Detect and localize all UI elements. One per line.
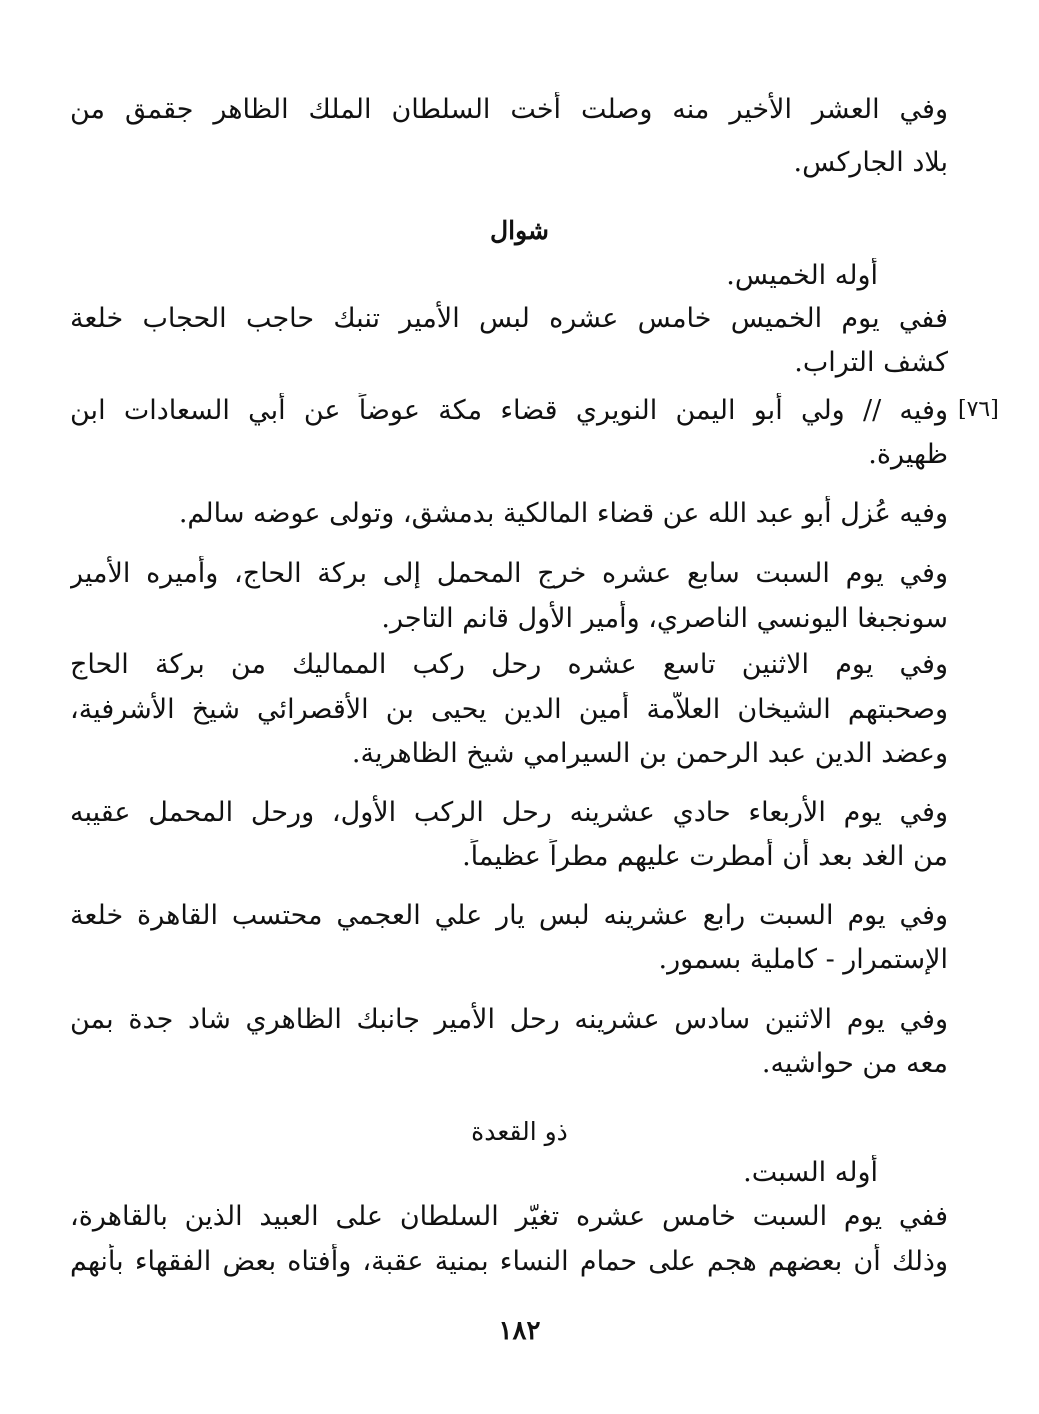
paragraph-line: وفيه عُزل أبو عبد الله عن قضاء المالكية بدمشق، وتولى عوضه سالم.	[178, 498, 948, 529]
paragraph-line: كشف التراب.	[794, 347, 948, 378]
section-heading-dhulqada: ذو القعدة	[471, 1117, 568, 1146]
paragraph-line: معه من حواشيه.	[761, 1048, 948, 1079]
paragraph-line: وذلك أن بعضهم هجم على حمام النساء بمنية عقبة، وأفتاه بعض الفقهاء بأنهم	[70, 1246, 948, 1277]
paragraph-line: وصحبتهم الشيخان العلاّمة أمين الدين يحيى بن الأقصرائي شيخ الأشرفية،	[70, 694, 948, 725]
paragraph-line: وفي يوم الاثنين سادس عشرينه رحل الأمير جانبك الظاهري شاد جدة بمن	[70, 1004, 948, 1035]
paragraph-line: وفي يوم السبت رابع عشرينه لبس يار علي العجمي محتسب القاهرة خلعة	[70, 900, 948, 931]
paragraph-line: ظهيرة.	[868, 439, 948, 470]
paragraph-line: ففي يوم السبت خامس عشره تغيّر السلطان على العبيد الذين بالقاهرة،	[70, 1201, 948, 1232]
page-number: ١٨٢	[498, 1316, 541, 1346]
paragraph-line: أوله السبت.	[743, 1157, 878, 1188]
margin-reference: [٧٦]	[958, 397, 999, 422]
paragraph-line: وفي يوم الأربعاء حادي عشرينه رحل الركب الأول، ورحل المحمل عقيبه	[70, 797, 948, 828]
paragraph-line: وفي يوم الاثنين تاسع عشره رحل ركب المماليك من بركة الحاج	[70, 649, 948, 680]
paragraph-line: وفي العشر الأخير منه وصلت أخت السلطان الملك الظاهر جقمق من	[70, 94, 948, 125]
paragraph-line: الإستمرار - كاملية بسمور.	[658, 944, 948, 975]
paragraph-line: وفيه // ولي أبو اليمن النويري قضاء مكة عوضاً عن أبي السعادات ابن	[70, 395, 948, 426]
paragraph-line: بلاد الجاركس.	[793, 147, 948, 178]
paragraph-line: أوله الخميس.	[726, 260, 878, 291]
section-heading-shawwal: شوال	[490, 216, 549, 245]
paragraph-line: من الغد بعد أن أمطرت عليهم مطراً عظيماً.	[462, 841, 948, 872]
paragraph-line: ففي يوم الخميس خامس عشره لبس الأمير تنبك حاجب الحجاب خلعة	[70, 303, 948, 334]
paragraph-line: سونجبغا اليونسي الناصري، وأمير الأول قانم التاجر.	[381, 603, 948, 634]
paragraph-line: وفي يوم السبت سابع عشره خرج المحمل إلى بركة الحاج، وأميره الأمير	[70, 558, 948, 589]
paragraph-line: وعضد الدين عبد الرحمن بن السيرامي شيخ الظاهرية.	[351, 738, 948, 769]
